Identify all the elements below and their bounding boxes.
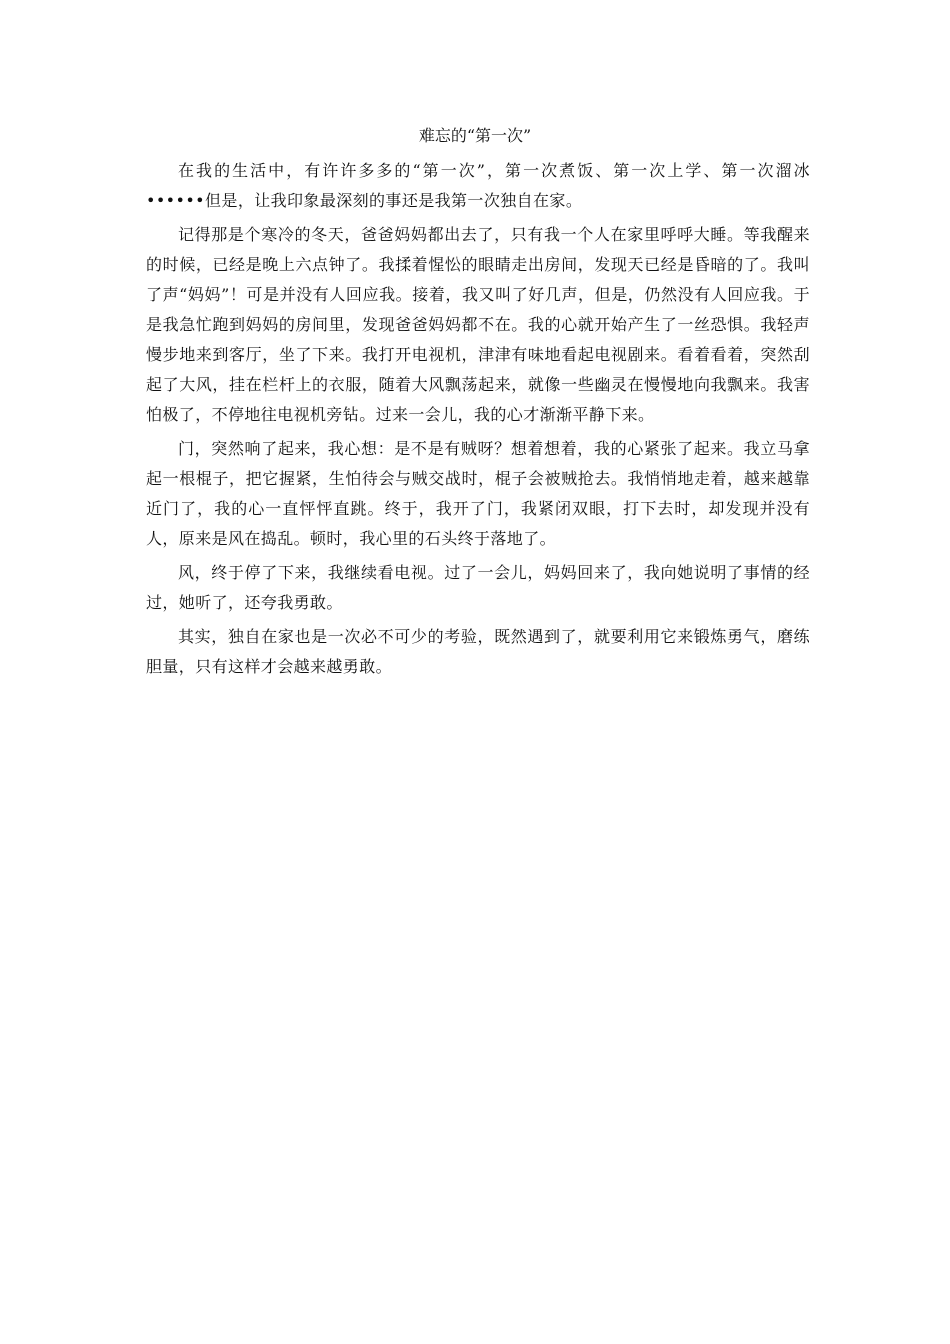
paragraph-4: 风，终于停了下来，我继续看电视。过了一会儿，妈妈回来了，我向她说明了事情的经过，她听了，还夸我勇敢。 — [146, 563, 810, 612]
essay-body — [146, 156, 810, 686]
paragraph-2: 记得那是个寒冷的冬天，爸爸妈妈都出去了，只有我一个人在家里呼呼大睡。等我醒来的时候，已经是晚上六点钟了。我揉着惺忪的眼睛走出房间，发现天已经是昏暗的了。我叫了声“妈妈”！可是并没有人回应我。接着，我又叫了好几声，但是，仍然没有人回应我。于是我急忙跑到妈妈的房间里，发现爸爸妈妈都不在。我的心就开始产生了一丝恐惧。我轻声慢步地来到客厅，坐了下来。我打开电视机，津津有味地看起电视剧来。看着看着，突然刮起了大风，挂在栏杆上的衣服，随着大风飘荡起来，就像一些幽灵在慢慢地向我飘来。我害怕极了，不停地往电视机旁钻。过来一会儿，我的心才渐渐平静下来。 — [146, 225, 810, 424]
paragraph-1: 在我的生活中，有许许多多的“第一次”，第一次煮饭、第一次上学、第一次溜冰••••••但是，让我印象最深刻的事还是我第一次独自在家。 — [146, 161, 810, 210]
paragraph-3: 门，突然响了起来，我心想：是不是有贼呀？想着想着，我的心紧张了起来。我立马拿起一根棍子，把它握紧，生怕待会与贼交战时，棍子会被贼抢去。我悄悄地走着，越来越靠近门了，我的心一直怦怦直跳。终于，我开了门，我紧闭双眼，打下去时，却发现并没有人，原来是风在捣乱。顿时，我心里的石头终于落地了。 — [146, 439, 810, 548]
paragraph-5: 其实，独自在家也是一次必不可少的考验，既然遇到了，就要利用它来锻炼勇气，磨练胆量，只有这样才会越来越勇敢。 — [146, 627, 810, 676]
page-title: 难忘的“第一次” — [418, 126, 532, 145]
